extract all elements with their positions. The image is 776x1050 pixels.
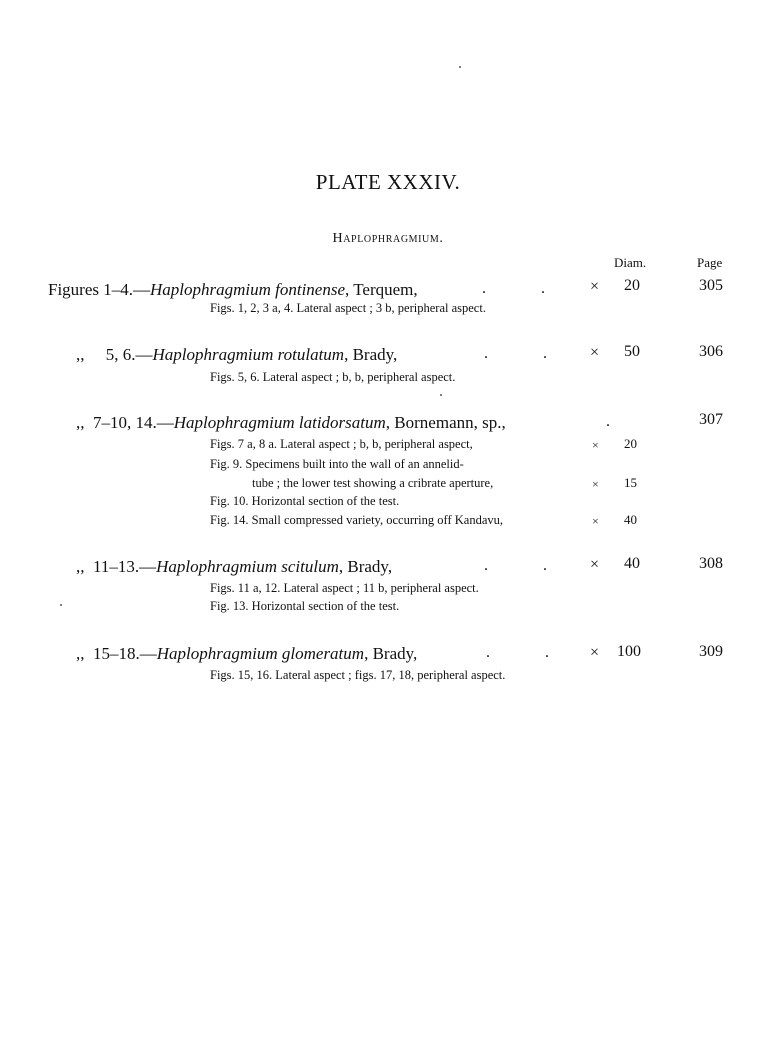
scan-speck	[440, 394, 442, 396]
magnification-mark: ×	[590, 644, 600, 661]
caption-diam: 20	[624, 436, 637, 451]
entry-caption: Fig. 9. Specimens built into the wall of an annelid-	[210, 457, 464, 471]
entry-author: , Bornemann, sp.,	[385, 413, 506, 432]
magnification-mark: ×	[592, 477, 599, 491]
entry-main-line	[48, 280, 418, 300]
magnification-mark: ×	[590, 278, 600, 295]
scan-speck	[60, 604, 62, 606]
entry-page: 306	[699, 343, 723, 360]
leader-dot: .	[543, 345, 547, 362]
entry-diam: 50	[624, 343, 640, 360]
magnification-mark: ×	[590, 344, 600, 361]
entry-species: Haplophragmium rotulatum	[152, 345, 345, 364]
leader-dot: .	[484, 345, 488, 362]
entry-author: , Brady,	[338, 557, 393, 576]
entry-main-line	[76, 644, 417, 664]
entry-caption: Figs. 15, 16. Lateral aspect ; figs. 17, 18, peripheral aspect.	[210, 668, 506, 682]
leader-dot: .	[484, 557, 488, 574]
magnification-mark: ×	[592, 514, 599, 528]
entry-caption: Fig. 10. Horizontal section of the test.	[210, 494, 400, 508]
entry-page: 308	[699, 555, 723, 572]
entry-diam: 100	[617, 643, 641, 660]
caption-diam: 40	[624, 512, 637, 527]
entry-caption: Fig. 13. Horizontal section of the test.	[210, 599, 400, 613]
entry-species: Haplophragmium fontinense	[150, 280, 346, 299]
entry-main-line	[76, 345, 397, 365]
magnification-mark: ×	[590, 556, 600, 573]
entry-figures: ,, 11–13.—	[76, 557, 157, 576]
entry-diam: 40	[624, 555, 640, 572]
entry-page: 307	[699, 411, 723, 428]
leader-dot: .	[545, 644, 549, 661]
entry-figures: ,, 7–10, 14.—	[76, 413, 174, 432]
entry-species: Haplophragmium scitulum	[156, 557, 339, 576]
entry-author: , Brady,	[364, 644, 418, 663]
entry-species: Haplophragmium latidorsatum	[173, 413, 386, 432]
leader-dot: .	[543, 557, 547, 574]
entry-main-line	[76, 413, 506, 433]
entry-caption: Fig. 14. Small compressed variety, occurring off Kandavu,	[210, 513, 503, 527]
entry-page: 305	[699, 277, 723, 294]
genus-heading: Haplophragmium.	[332, 231, 444, 246]
caption-diam: 15	[624, 475, 637, 490]
entry-figures: ,, 15–18.—	[76, 644, 157, 663]
entry-page: 309	[699, 643, 723, 660]
column-header-diam: Diam.	[614, 255, 647, 270]
leader-dot: .	[482, 280, 486, 297]
plate-title: PLATE XXXIV.	[315, 170, 461, 194]
entry-species: Haplophragmium glomeratum	[156, 644, 365, 663]
entry-caption: tube ; the lower test showing a cribrate aperture,	[252, 476, 494, 490]
entry-caption: Figs. 7 a, 8 a. Lateral aspect ; b, b, peripheral aspect,	[210, 437, 473, 451]
entry-caption: Figs. 5, 6. Lateral aspect ; b, b, peripheral aspect.	[210, 370, 456, 384]
leader-dot: .	[606, 413, 610, 430]
entry-author: , Terquem,	[345, 280, 418, 299]
scan-speck	[459, 66, 461, 68]
entry-author: , Brady,	[344, 345, 398, 364]
leader-dot: .	[541, 280, 545, 297]
magnification-mark: ×	[592, 438, 599, 452]
leader-dot: .	[486, 644, 490, 661]
entry-diam: 20	[624, 277, 640, 294]
entry-caption: Figs. 11 a, 12. Lateral aspect ; 11 b, peripheral aspect.	[210, 581, 479, 595]
entry-main-line	[76, 557, 392, 577]
entry-figures: Figures 1–4.—	[48, 280, 150, 299]
entry-caption: Figs. 1, 2, 3 a, 4. Lateral aspect ; 3 b, peripheral aspect.	[210, 301, 486, 315]
entry-figures: ,, 5, 6.—	[76, 345, 153, 364]
column-header-page: Page	[697, 255, 723, 270]
